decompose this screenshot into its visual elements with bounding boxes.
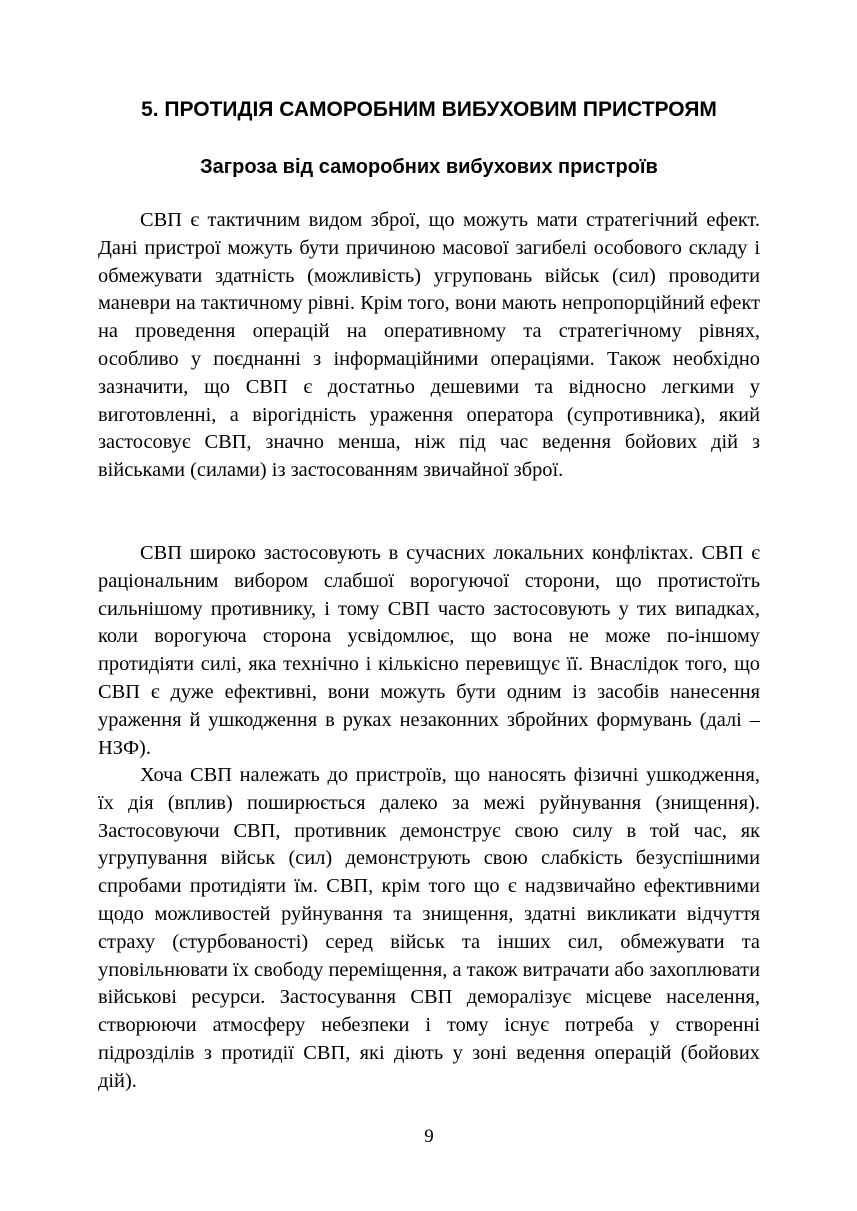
paragraph-2: СВП широко застосовують в сучасних локальних конфліктах. СВП є раціональним вибором слабшої ворогуючої сторони, що протистоїть сильнішому противнику, і тому СВП часто застосовують у тих випадках, коли ворогуюча сторона усвідомлює, що вона не може по-іншому протидіяти силі, яка технічно і кількісно перевищує її. Внаслідок того, що СВП є дуже ефективні, вони можуть бути одним із засобів нанесення ураження й ушкодження в руках незаконних збройних формувань (далі – НЗФ). <box>98 542 760 759</box>
chapter-title: 5. ПРОТИДІЯ САМОРОБНИМ ВИБУХОВИМ ПРИСТРОЯМ <box>141 98 717 121</box>
paragraph-3: Хоча СВП належать до пристроїв, що наносять фізичні ушкодження, їх дія (вплив) поширюється далеко за межі руйнування (знищення). Застосовуючи СВП, противник демонструє свою силу в той час, як угрупування військ (сил) демонструють свою слабкість безуспішними спробами протидіяти їм. СВП, крім того що є надзвичайно ефективними щодо можливостей руйнування та знищення, здатні викликати відчуття страху (стурбованості) серед військ та інших сил, обмежувати та уповільнювати їх свободу переміщення, а також витрачати або захоплювати військові ресурси. Застосування СВП деморалізує місцеве населення, створюючи атмосферу небезпеки і тому існує потреба у створенні підрозділів з протидії СВП, які діють у зоні ведення операцій (бойових дій). <box>98 764 760 1092</box>
paragraph-1: СВП є тактичним видом зброї, що можуть мати стратегічний ефект. Дані пристрої можуть бути причиною масової загибелі особового складу і обмежувати здатність (можливість) угруповань військ (сил) проводити маневри на тактичному рівні. Крім того, вони мають непропорційний ефект на проведення операцій на оперативному та стратегічному рівнях, особливо у поєднанні з інформаційними операціями. Також необхідно зазначити, що СВП є достатньо дешевими та відносно легкими у виготовленні, а вірогідність ураження оператора (супротивника), який застосовує СВП, значно менша, ніж під час ведення бойових дій з військами (силами) із застосованням звичайної зброї. <box>98 209 760 482</box>
section-title: Загроза від саморобних вибухових пристроїв <box>200 156 658 178</box>
page-number: 9 <box>424 1126 434 1147</box>
